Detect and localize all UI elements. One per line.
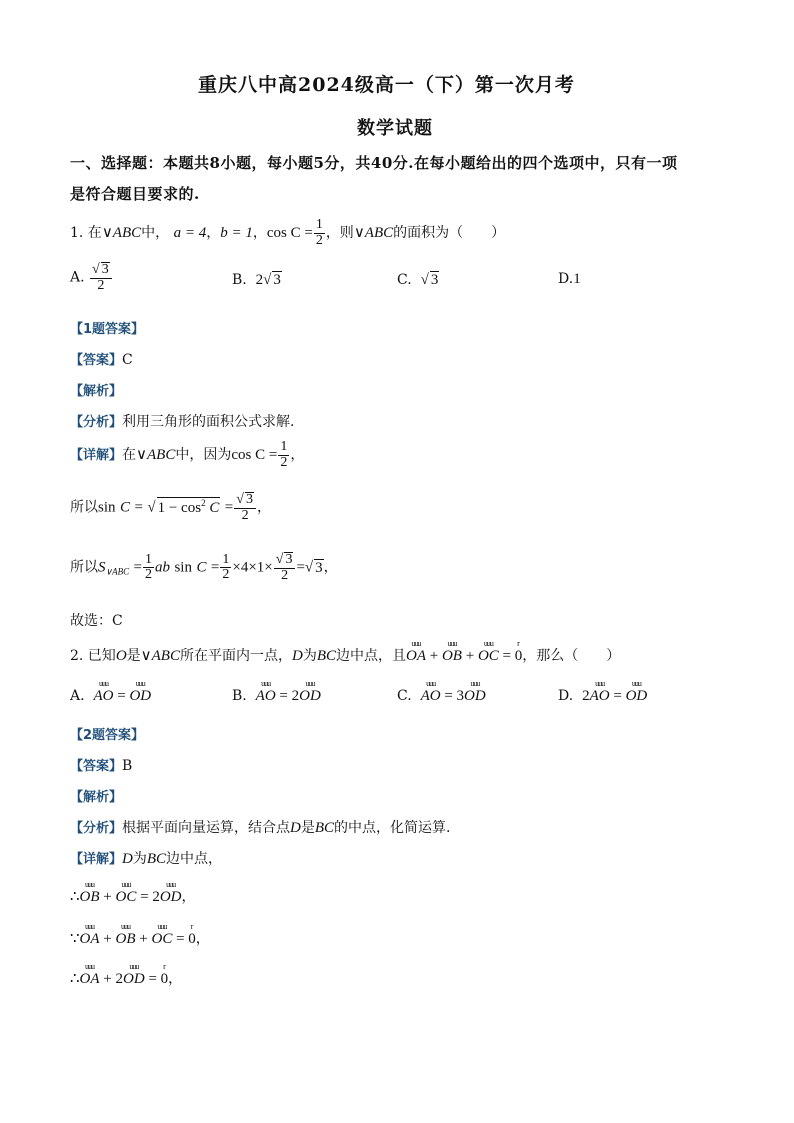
q1-fenxi: 【分析】利用三角形的面积公式求解. [70, 414, 295, 430]
q1-choice-d: D.1 [558, 271, 581, 287]
triangle-symbol: ∨ [101, 225, 113, 242]
q2-answer: 【答案】B [70, 758, 133, 774]
q1-answer: 【答案】C [70, 352, 133, 368]
q1-sin-line: 所以sin C = √ $1 - \cos^2 C$ = $\frac{√ 3}{2}$ ， [70, 492, 271, 523]
q2-choice-d: D. 2uuu AO = uuu OD [558, 688, 647, 705]
q2-analysis-tag: 【解析】 [70, 790, 123, 805]
q2-choice-c: C. uuu AO = 3uuu OD [397, 688, 486, 705]
q1-answer-tag: 【1题答案】 [70, 322, 145, 337]
page-subtitle: 数学试题 [357, 118, 433, 139]
page-title: 重庆八中高2024级高一（下）第一次月考 [198, 74, 575, 96]
q2-answer-tag: 【2题答案】 [70, 728, 145, 743]
q2-step-2: ∵uuu OA + uuu OB + uuu OC = r 0， [70, 928, 210, 948]
question-2: 2. 已知O是∨ABC所在平面内一点，D为BC边中点，且uuu OA + uuu OB + uuu OC = r 0，那么（ ） [70, 645, 620, 665]
q1-choice-b: B. 2√ 3 [232, 272, 281, 288]
question-1: 1. 在∨ABC中， a = 4，b = 1，cos C = $\frac{1}{2}$ ，则∨ABC的面积为（ ） [70, 217, 506, 248]
q2-choice-a: A. uuu AO = uuu OD [70, 688, 151, 705]
q2-xiangjie: 【详解】D为BC边中点， [70, 851, 223, 867]
q2-step-1: ∴uuu OB + uuu OC = 2uuu OD， [70, 886, 196, 906]
q1-area-line: 所以$S_{\vee ABC}$ = $\frac{1}{2}$ ab sin C = $\frac{1}{2}$ ×4×1× $\frac{√ 3}{2}$ =√ 3， [70, 551, 338, 583]
q1-choice-a: A. $\frac{√ 3}{2}$ [70, 262, 113, 293]
section-header-line2: 是符合题目要求的. [70, 185, 200, 203]
q2-choice-b: B. uuu AO = 2uuu OD [232, 688, 321, 705]
q1-choice-c: C. √ 3 [397, 272, 439, 288]
q1-analysis-tag: 【解析】 [70, 384, 123, 399]
q2-fenxi: 【分析】根据平面向量运算，结合点D是BC的中点，化简运算. [70, 820, 451, 836]
q2-step-3: ∴uuu OA + 2uuu OD = r 0， [70, 968, 182, 988]
q1-final: 故选：C [70, 613, 123, 629]
section-header-line1: 一、选择题：本题共8小题，每小题5分，共40分.在每小题给出的四个选项中，只有一项 [70, 154, 678, 172]
fraction-one-half: $\frac{1}{2}$ [315, 217, 323, 248]
q1-xiangjie: 【详解】在∨ABC中，因为cos C = $\frac{1}{2}$ ， [70, 439, 305, 470]
